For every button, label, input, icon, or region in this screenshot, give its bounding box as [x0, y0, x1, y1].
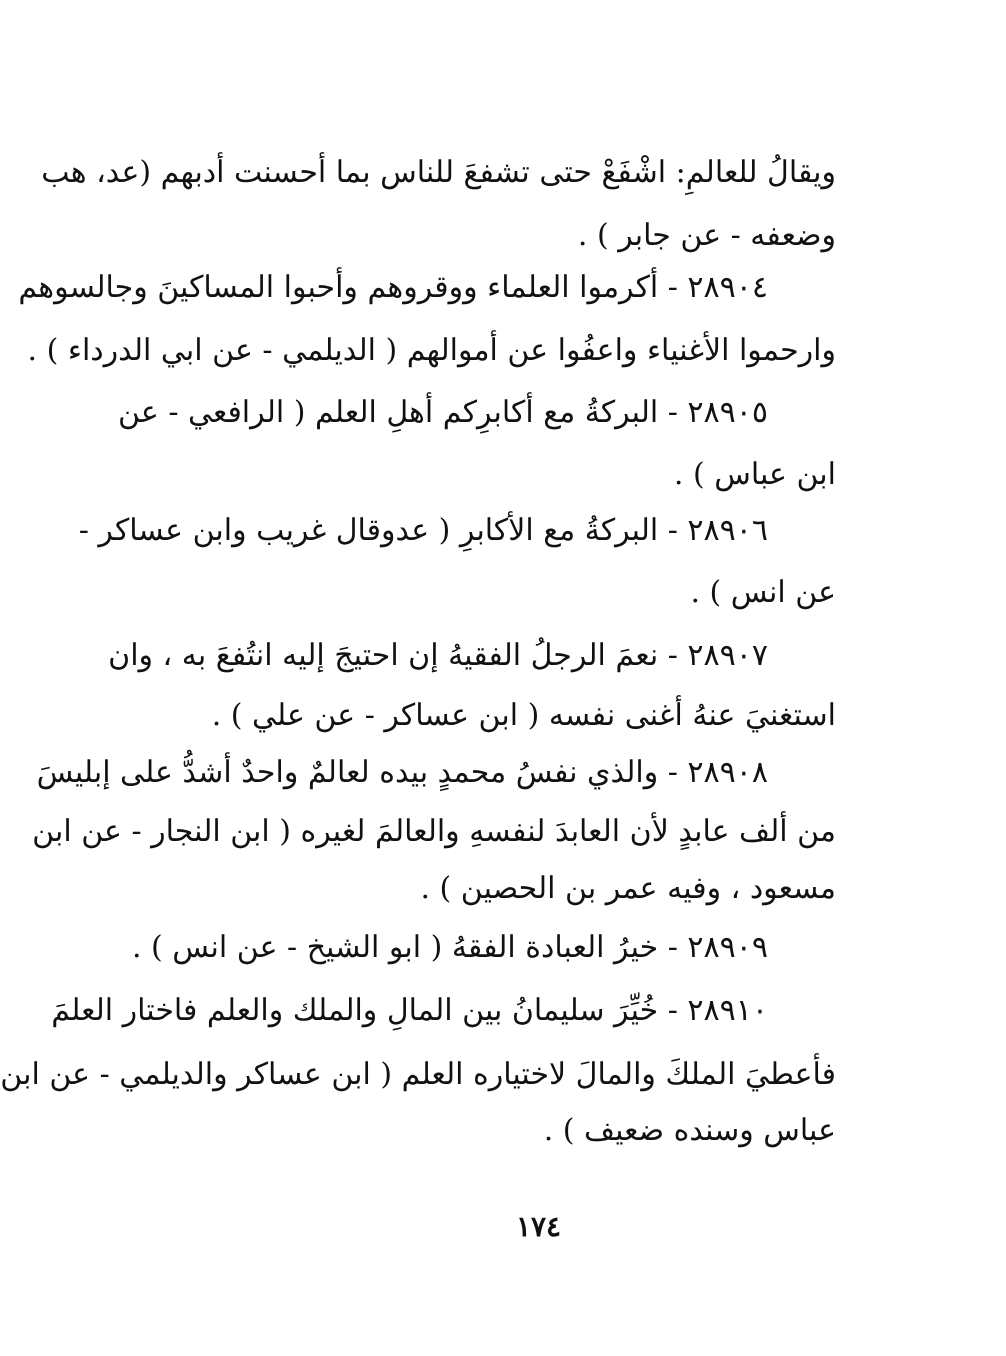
- page-number: ١٧٤: [515, 1210, 562, 1243]
- hadith-28906-line-2: عن انس ) .: [690, 575, 836, 610]
- hadith-28904-line-1: ٢٨٩٠٤ - أكرموا العلماء ووقروهم وأحبوا المساكينَ وجالسوهم: [18, 270, 768, 305]
- hadith-28908-line-1: ٢٨٩٠٨ - والذي نفسُ محمدٍ بيده لعالمٌ واحدٌ أشدُّ على إبليسَ: [36, 755, 768, 790]
- hadith-28907-line-2: استغنيَ عنهُ أغنى نفسه ( ابن عساكر - عن علي ) .: [211, 698, 836, 733]
- hadith-28904-line-2: وارحموا الأغنياء واعفُوا عن أموالهم ( الديلمي - عن ابي الدرداء ) .: [27, 333, 836, 368]
- hadith-28909-line-1: ٢٨٩٠٩ - خيرُ العبادة الفقهُ ( ابو الشيخ - عن انس ) .: [131, 930, 768, 965]
- hadith-28905-line-2: ابن عباس ) .: [673, 457, 836, 492]
- hadith-28910-line-2: فأعطيَ الملكَ والمالَ لاختياره العلم ( ابن عساكر والديلمي - عن ابن: [0, 1057, 836, 1092]
- hadith-28910-line-3: عباس وسنده ضعيف ) .: [543, 1113, 836, 1148]
- text-line-1: ويقالُ للعالمِ: اشْفَعْ حتى تشفعَ للناس بما أحسنت أدبهم (عد، هب: [41, 155, 836, 190]
- text-line-2: وضعفه - عن جابر ) .: [577, 218, 836, 253]
- hadith-28907-line-1: ٢٨٩٠٧ - نعمَ الرجلُ الفقيهُ إن احتيجَ إليه انتُفعَ به ، وان: [108, 638, 768, 673]
- hadith-28910-line-1: ٢٨٩١٠ - خُيِّرَ سليمانُ بين المالِ والملك والعلم فاختار العلمَ: [51, 993, 768, 1028]
- hadith-28908-line-3: مسعود ، وفيه عمر بن الحصين ) .: [420, 871, 836, 906]
- hadith-28906-line-1: ٢٨٩٠٦ - البركةُ مع الأكابرِ ( عدوقال غريب وابن عساكر -: [78, 513, 768, 548]
- hadith-28908-line-2: من ألف عابدٍ لأن العابدَ لنفسهِ والعالمَ لغيره ( ابن النجار - عن ابن: [32, 814, 836, 849]
- hadith-28905-line-1: ٢٨٩٠٥ - البركةُ مع أكابرِكم أهلِ العلم ( الرافعي - عن: [118, 395, 768, 430]
